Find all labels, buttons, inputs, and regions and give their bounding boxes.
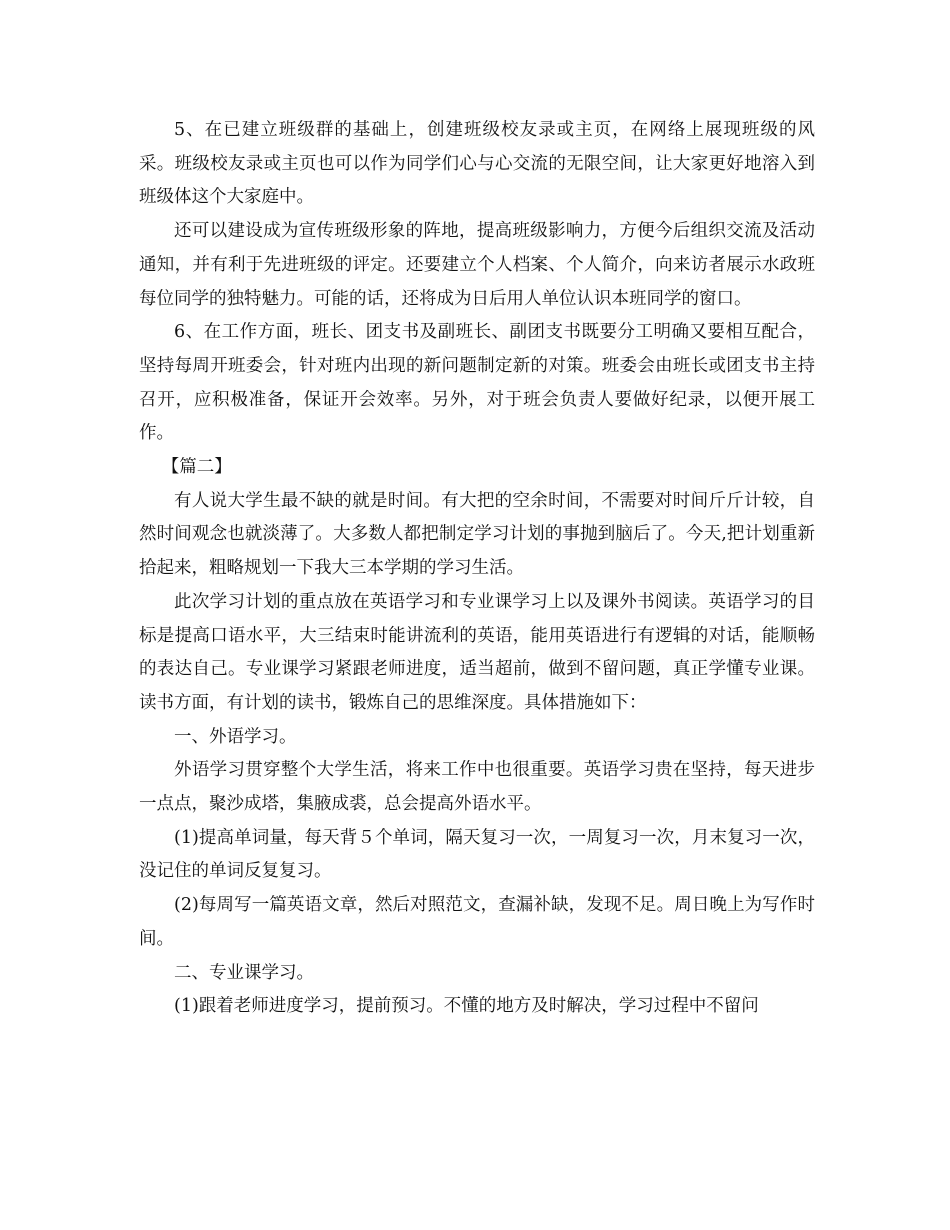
paragraph-class-homepage: 还可以建设成为宣传班级形象的阵地，提高班级影响力，方便今后组织交流及活动通知，并有利于先进班级的评定。还要建立个人档案、个人简介，向来访者展示水政班每位同学的独特魅力。可能的话，还将成为日后用人单位认识本班同学的窗口。 — [139, 221, 815, 309]
list-item-writing: (2)每周写一篇英语文章，然后对照范文，查漏补缺，发现不足。周日晚上为写作时间。 — [139, 895, 815, 949]
subheading-foreign-language: 一、外语学习。 — [174, 726, 297, 747]
paragraph-item-5: 5、在已建立班级群的基础上，创建班级校友录或主页，在网络上展现班级的风采。班级校友录或主页也可以作为同学们心与心交流的无限空间，让大家更好地溶入到班级体这个大家庭中。 — [139, 120, 815, 208]
document-body — [139, 114, 815, 1024]
paragraph-foreign-language: 外语学习贯穿整个大学生活，将来工作中也很重要。英语学习贵在坚持，每天进步一点点，聚沙成塔，集腋成裘，总会提高外语水平。 — [139, 760, 815, 815]
paragraph-item-6: 6、在工作方面，班长、团支书及副班长、副团支书既要分工明确又要相互配合，坚持每周开班委会，针对班内出现的新问题制定新的对策。班委会由班长或团支书主持召开，应积极准备，保证开会效率。另外，对于班会负责人要做好纪录，以便开展工作。 — [139, 322, 815, 444]
section-heading-part-two: 【篇二】 — [161, 457, 232, 478]
paragraph-intro: 有人说大学生最不缺的就是时间。有大把的空余时间，不需要对时间斤斤计较，自然时间观念也就淡薄了。大多数人都把制定学习计划的事抛到脑后了。今天,把计划重新拾起来，粗略规划一下我大三本学期的学习生活。 — [139, 490, 815, 579]
subheading-major-courses: 二、专业课学习。 — [174, 962, 314, 983]
list-item-vocabulary: (1)提高单词量，每天背５个单词，隔天复习一次，一周复习一次，月末复习一次，没记住的单词反复复习。 — [139, 827, 815, 882]
list-item-follow-teacher: (1)跟着老师进度学习，提前预习。不懂的地方及时解决，学习过程中不留问 — [174, 996, 759, 1017]
paragraph-plan-focus: 此次学习计划的重点放在英语学习和专业课学习上以及课外书阅读。英语学习的目标是提高口语水平，大三结束时能讲流利的英语，能用英语进行有逻辑的对话，能顺畅的表达自己。专业课学习紧跟老师进度，适当超前，做到不留问题，真正学懂专业课。读书方面，有计划的读书，锻炼自己的思维深度。具体措施如下： — [139, 591, 815, 713]
